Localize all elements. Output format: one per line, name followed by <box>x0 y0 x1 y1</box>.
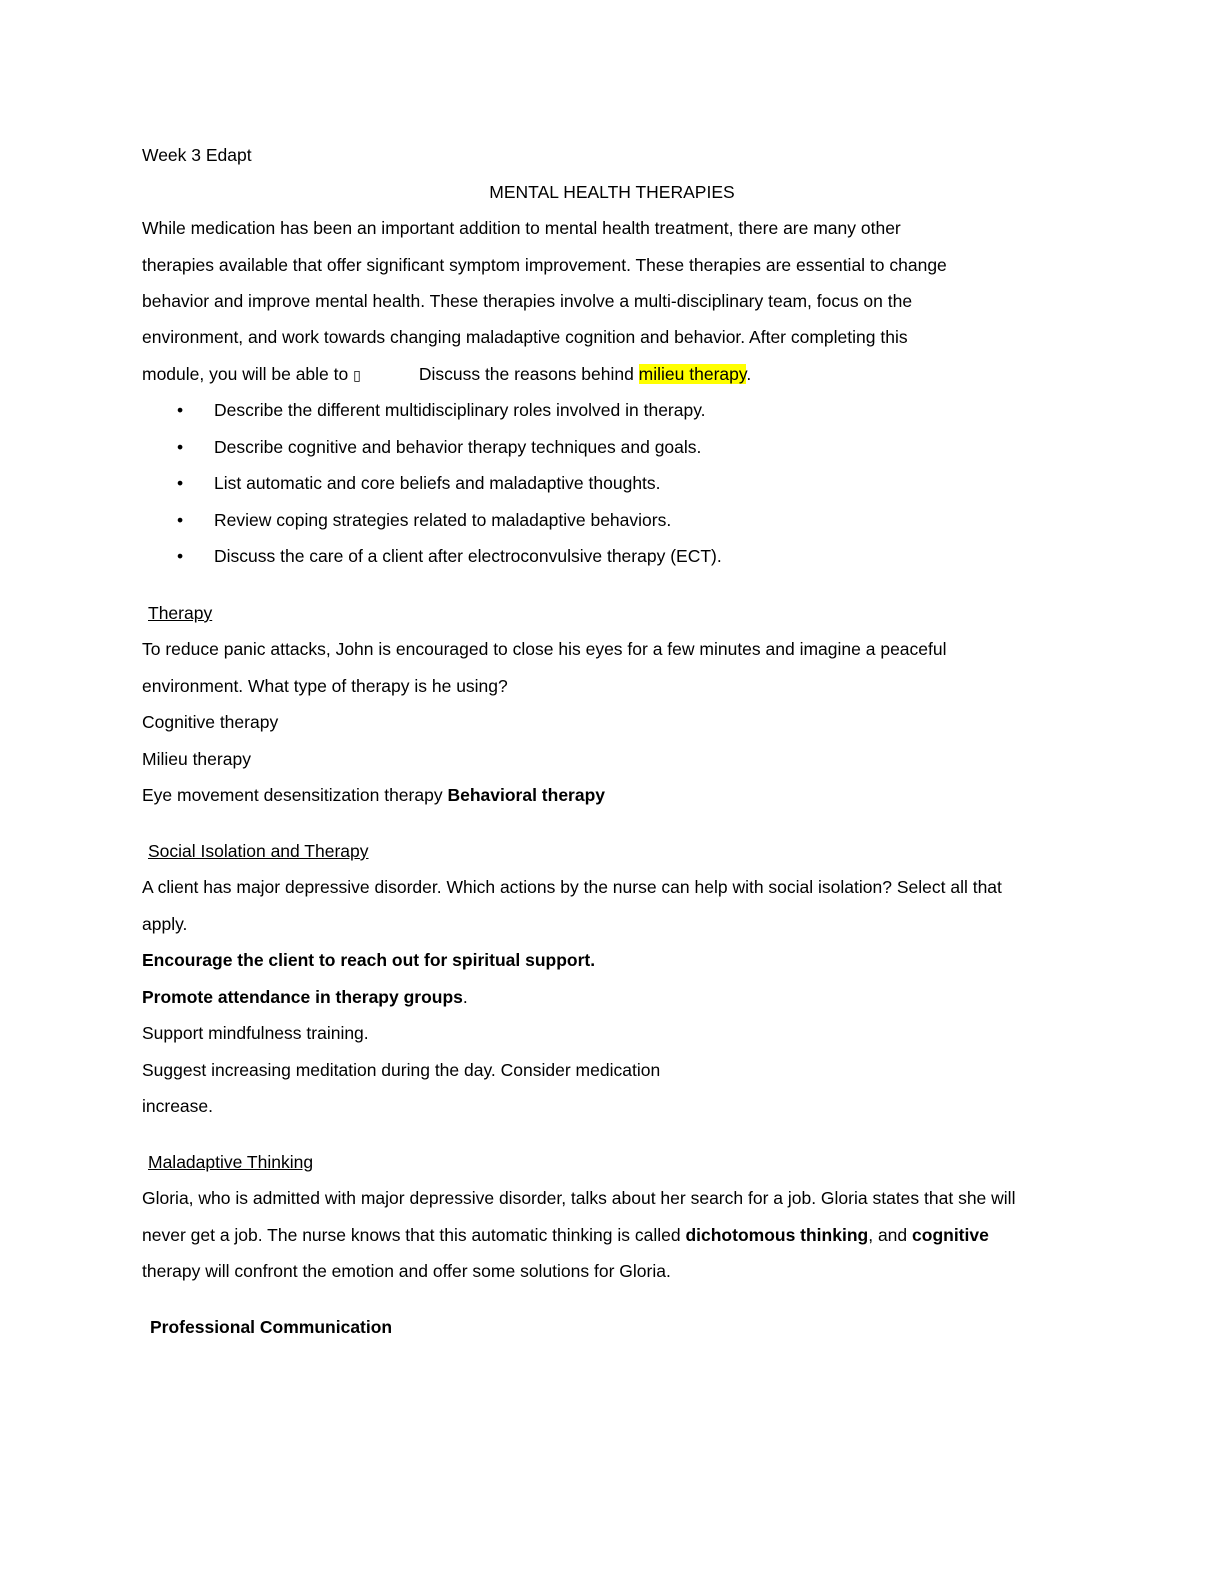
social-question-line-1: A client has major depressive disorder. Which actions by the nurse can help with social isolation? Select all that <box>142 877 1002 897</box>
social-answer-2-line <box>142 986 468 1008</box>
maladaptive-line-3: therapy will confront the emotion and offer some solutions for Gloria. <box>142 1261 671 1281</box>
therapy-option-3 <box>142 784 605 806</box>
therapy-option-3-text: Eye movement desensitization therapy <box>142 785 448 805</box>
bullet-icon: • <box>177 437 184 457</box>
intro-line-1: While medication has been an important addition to mental health treatment, there are many other <box>142 218 901 238</box>
list-item-text: Review coping strategies related to maladaptive behaviors. <box>214 510 672 530</box>
social-question-line-2: apply. <box>142 914 188 934</box>
maladaptive-line-1: Gloria, who is admitted with major depressive disorder, talks about her search for a job. Gloria states that she will <box>142 1188 1016 1208</box>
list-item-text: Describe the different multidisciplinary roles involved in therapy. <box>214 400 706 420</box>
social-answer-2: Promote attendance in therapy groups <box>142 987 463 1007</box>
maladaptive-term-2: cognitive <box>912 1225 989 1245</box>
social-answer-1: Encourage the client to reach out for spiritual support. <box>142 950 596 970</box>
section-heading-maladaptive-thinking: Maladaptive Thinking <box>148 1152 314 1172</box>
social-option-1: Support mindfulness training. <box>142 1023 369 1043</box>
social-option-3: increase. <box>142 1096 214 1116</box>
section-heading-social-isolation: Social Isolation and Therapy <box>148 841 369 861</box>
maladaptive-term-1: dichotomous thinking <box>685 1225 869 1245</box>
therapy-question-line-2: environment. What type of therapy is he using? <box>142 676 508 696</box>
social-answer-2-suffix: . <box>462 987 468 1007</box>
page-title: MENTAL HEALTH THERAPIES <box>489 182 735 202</box>
maladaptive-line-2-middle: , and <box>868 1225 913 1245</box>
bullet-icon: • <box>177 473 184 493</box>
list-item-text: Discuss the care of a client after electroconvulsive therapy (ECT). <box>214 546 722 566</box>
maladaptive-line-2-prefix: never get a job. The nurse knows that this automatic thinking is called <box>142 1225 686 1245</box>
week-label: Week 3 Edapt <box>142 145 252 165</box>
bullet-icon: • <box>177 546 184 566</box>
intro-line-5-suffix: . <box>746 364 752 384</box>
therapy-option-2: Milieu therapy <box>142 749 251 769</box>
list-item-text: List automatic and core beliefs and maladaptive thoughts. <box>214 473 661 493</box>
therapy-answer: Behavioral therapy <box>447 785 606 805</box>
section-heading-professional-communication: Professional Communication <box>150 1317 393 1337</box>
list-item-text: Describe cognitive and behavior therapy techniques and goals. <box>214 437 702 457</box>
intro-line-3: behavior and improve mental health. These therapies involve a multi-disciplinary team, focus on the <box>142 291 913 311</box>
intro-line-4: environment, and work towards changing maladaptive cognition and behavior. After completing this <box>142 327 908 347</box>
bullet-icon: • <box>177 400 184 420</box>
missing-glyph-icon: ▯ <box>353 367 361 383</box>
intro-line-2: therapies available that offer significant symptom improvement. These therapies are essential to change <box>142 255 947 275</box>
intro-line-5-prefix: module, you will be able to <box>142 364 349 384</box>
highlighted-term: milieu therapy <box>638 364 747 384</box>
social-option-2: Suggest increasing meditation during the day. Consider medication <box>142 1060 661 1080</box>
intro-line-5 <box>142 363 751 386</box>
section-heading-therapy: Therapy <box>148 603 213 623</box>
intro-line-5-middle: Discuss the reasons behind <box>418 364 639 384</box>
therapy-option-1: Cognitive therapy <box>142 712 279 732</box>
therapy-question-line-1: To reduce panic attacks, John is encouraged to close his eyes for a few minutes and imagine a peaceful <box>142 639 947 659</box>
maladaptive-line-2 <box>142 1224 989 1246</box>
bullet-icon: • <box>177 510 184 530</box>
